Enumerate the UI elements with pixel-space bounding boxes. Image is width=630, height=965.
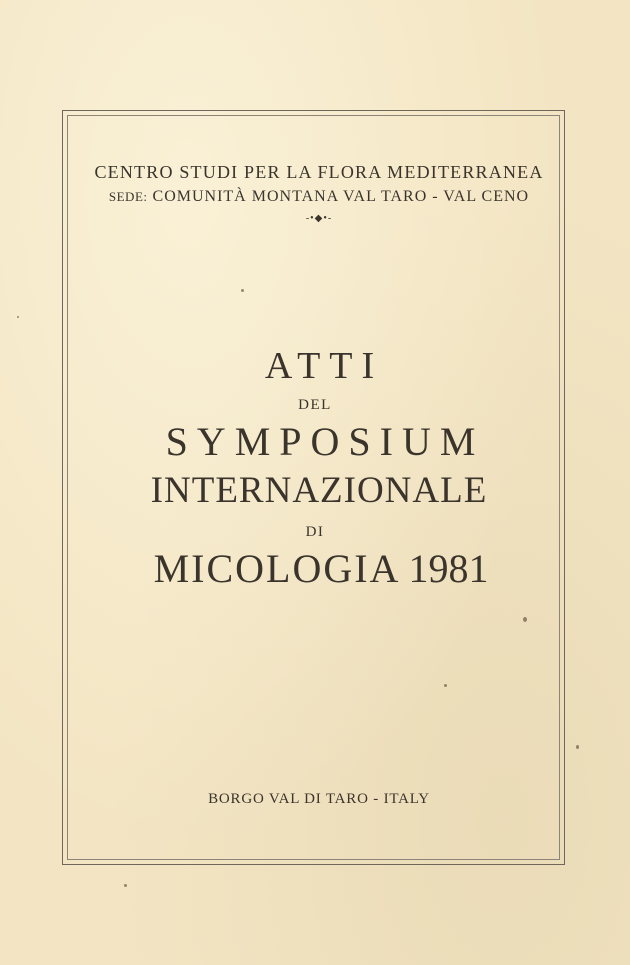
- ornament-divider-icon: -•◆•-: [305, 213, 333, 224]
- title-internazionale: INTERNAZIONALE: [150, 470, 488, 511]
- publication-place: BORGO VAL DI TARO - ITALY: [208, 791, 430, 807]
- title-micologia: [0, 545, 630, 592]
- title-atti: ATTI: [264, 345, 384, 387]
- seat-value: COMUNITÀ MONTANA VAL TARO - VAL CENO: [152, 188, 530, 205]
- title-del: DEL: [298, 397, 332, 413]
- paper-speck: [523, 617, 527, 622]
- paper-speck: [444, 684, 447, 687]
- title-year: 1981: [408, 546, 489, 591]
- paper-speck: [17, 316, 19, 318]
- publisher-seat: [0, 188, 630, 206]
- title-micologia-word: MICOLOGIA: [153, 546, 401, 591]
- seat-label: SEDE:: [108, 189, 148, 204]
- title-symposium: SYMPOSIUM: [165, 419, 485, 464]
- publisher-name: CENTRO STUDI PER LA FLORA MEDITERRANEA: [94, 162, 544, 182]
- title-di: DI: [305, 524, 325, 540]
- paper-speck: [124, 884, 127, 887]
- paper-speck: [241, 289, 244, 292]
- paper-speck: [576, 745, 579, 749]
